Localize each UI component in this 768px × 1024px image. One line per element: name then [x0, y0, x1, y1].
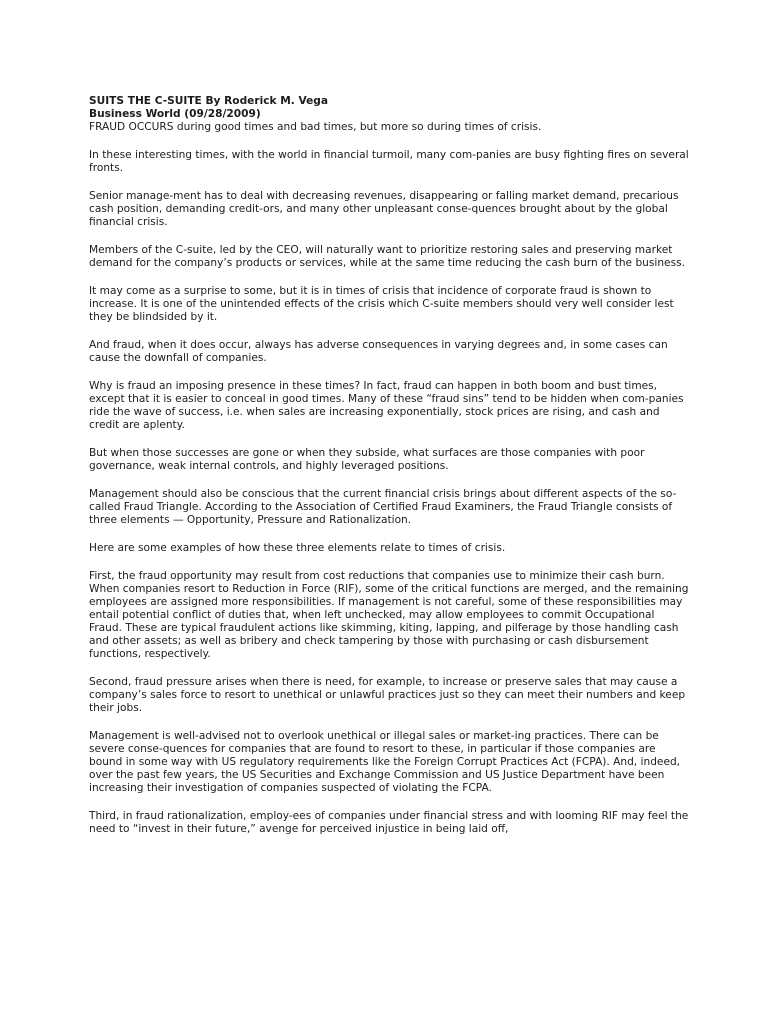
paragraph-15: Third, in fraud rationalization, employ-ees of companies under financial stress and with looming RIF may feel the need to “invest in their future,” avenge for perceived injustice in being laid off,: [89, 810, 689, 835]
paragraph-6: And fraud, when it does occur, always has adverse consequences in varying degrees and, in some cases can cause the downfall of companies.: [89, 339, 668, 364]
article-title: SUITS THE C-SUITE By Roderick M. Vega: [89, 95, 329, 107]
paragraph-11: First, the fraud opportunity may result from cost reductions that companies use to minimize their cash burn.: [89, 570, 665, 582]
paragraph-12: When companies resort to Reduction in Force (RIF), some of the critical functions are merged, and the remaining employees are assigned more responsibilities. If management is not careful, some of these responsibilities may entail potential conflict of duties that, when left unchecked, may allow employees to commit Occupational Fraud. These are typical fraudulent actions like skimming, kiting, lapping, and pilferage by those handling cash and other assets; as well as bribery and check tampering by those with purchasing or cash disbursement functions, respectively.: [89, 583, 689, 660]
paragraph-10: Here are some examples of how these three elements relate to times of crisis.: [89, 542, 506, 554]
document-page: [89, 95, 689, 851]
paragraph-13: Second, fraud pressure arises when there is need, for example, to increase or preserve sales that may cause a company’s sales force to resort to unethical or unlawful practices just so they can meet their numbers and keep their jobs.: [89, 676, 686, 714]
article-source: Business World (09/28/2009): [89, 108, 261, 120]
paragraph-5: It may come as a surprise to some, but it is in times of crisis that incidence of corporate fraud is shown to increase. It is one of the unintended effects of the crisis which C-suite members should very well consider lest they be blindsided by it.: [89, 285, 674, 323]
paragraph-9: Management should also be conscious that the current financial crisis brings about different aspects of the so-called Fraud Triangle. According to the Association of Certified Fraud Examiners, the Fraud Triangle consists of three elements — Opportunity, Pressure and Rationalization.: [89, 488, 677, 526]
paragraph-1: FRAUD OCCURS during good times and bad times, but more so during times of crisis.: [89, 121, 542, 133]
paragraph-7: Why is fraud an imposing presence in these times? In fact, fraud can happen in both boom and bust times, except that it is easier to conceal in good times. Many of these “fraud sins” tend to be hidden when com-panies ride the wave of success, i.e. when sales are increasing exponentially, stock prices are rising, and cash and credit are aplenty.: [89, 380, 684, 431]
paragraph-3: Senior manage-ment has to deal with decreasing revenues, disappearing or falling market demand, precarious cash position, demanding credit-ors, and many other unpleasant conse-quences brought about by the global financial crisis.: [89, 190, 679, 228]
paragraph-14: Management is well-advised not to overlook unethical or illegal sales or market-ing practices. There can be severe conse-quences for companies that are found to resort to these, in particular if those companies are bound in some way with US regulatory requirements like the Foreign Corrupt Practices Act (FCPA). And, indeed, over the past few years, the US Securities and Exchange Commission and US Justice Department have been increasing their investigation of companies suspected of violating the FCPA.: [89, 730, 681, 794]
paragraph-2: In these interesting times, with the world in financial turmoil, many com-panies are busy fighting fires on several fronts.: [89, 149, 689, 174]
paragraph-4: Members of the C-suite, led by the CEO, will naturally want to prioritize restoring sales and preserving market demand for the company’s products or services, while at the same time reducing the cash burn of the business.: [89, 244, 685, 269]
paragraph-8: But when those successes are gone or when they subside, what surfaces are those companies with poor governance, weak internal controls, and highly leveraged positions.: [89, 447, 645, 472]
